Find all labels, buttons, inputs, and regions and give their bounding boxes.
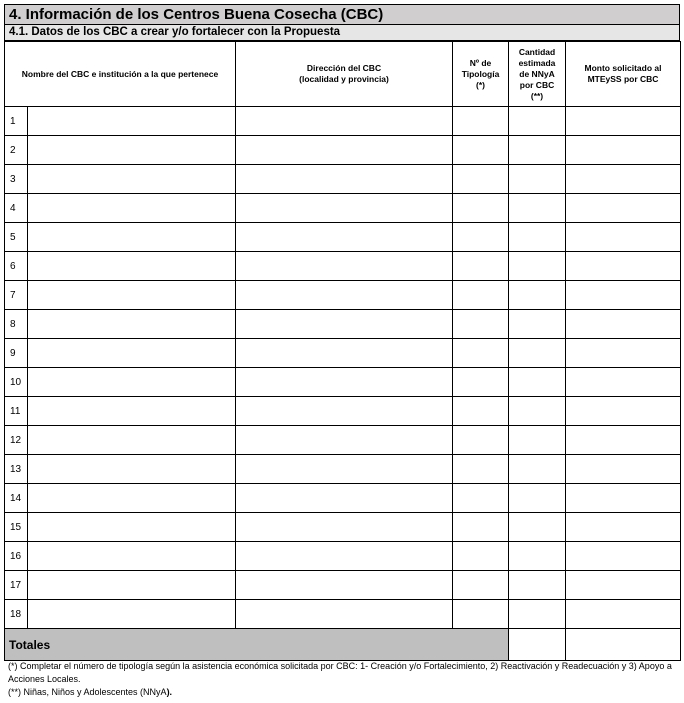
table-row: [5, 252, 681, 281]
nombre-cell[interactable]: [28, 455, 236, 484]
table-row: [5, 542, 681, 571]
monto-cell[interactable]: [566, 194, 681, 223]
row-number-cell: 8: [5, 310, 28, 339]
cantidad-cell[interactable]: [509, 571, 566, 600]
monto-cell[interactable]: [566, 484, 681, 513]
table-row: [5, 223, 681, 252]
tipologia-cell[interactable]: [453, 223, 509, 252]
nombre-cell[interactable]: [28, 368, 236, 397]
row-number-cell: 10: [5, 368, 28, 397]
direccion-cell[interactable]: [236, 310, 453, 339]
direccion-cell[interactable]: [236, 281, 453, 310]
monto-cell[interactable]: [566, 310, 681, 339]
monto-cell[interactable]: [566, 600, 681, 629]
subsection-title: 4.1. Datos de los CBC a crear y/o fortalecer con la Propuesta: [4, 25, 680, 41]
footnote-nnya-close: ).: [166, 687, 173, 697]
monto-cell[interactable]: [566, 455, 681, 484]
table-row: [5, 107, 681, 136]
table-row: [5, 484, 681, 513]
header-nombre: Nombre del CBC e institución a la que pertenece: [5, 42, 236, 107]
direccion-cell[interactable]: [236, 194, 453, 223]
table-row: [5, 513, 681, 542]
cantidad-cell[interactable]: [509, 426, 566, 455]
cantidad-cell[interactable]: [509, 397, 566, 426]
cantidad-cell[interactable]: [509, 223, 566, 252]
cantidad-cell[interactable]: [509, 165, 566, 194]
nombre-cell[interactable]: [28, 194, 236, 223]
monto-cell[interactable]: [566, 136, 681, 165]
tipologia-cell[interactable]: [453, 310, 509, 339]
header-tipologia-line1: Nº de: [469, 57, 492, 68]
row-number-cell: 18: [5, 600, 28, 629]
direccion-cell[interactable]: [236, 136, 453, 165]
direccion-cell[interactable]: [236, 426, 453, 455]
table-row: [5, 281, 681, 310]
direccion-cell[interactable]: [236, 542, 453, 571]
row-number-cell: 9: [5, 339, 28, 368]
tipologia-cell[interactable]: [453, 542, 509, 571]
direccion-cell[interactable]: [236, 513, 453, 542]
direccion-cell[interactable]: [236, 223, 453, 252]
cantidad-cell[interactable]: [509, 252, 566, 281]
nombre-cell[interactable]: [28, 571, 236, 600]
table-row: [5, 368, 681, 397]
header-tipologia-line2: Tipología: [461, 68, 500, 79]
row-number-cell: 6: [5, 252, 28, 281]
nombre-cell[interactable]: [28, 600, 236, 629]
cantidad-cell[interactable]: [509, 368, 566, 397]
monto-cell[interactable]: [566, 426, 681, 455]
direccion-cell[interactable]: [236, 165, 453, 194]
form-section: [4, 4, 680, 661]
monto-cell[interactable]: [566, 281, 681, 310]
row-number-cell: 4: [5, 194, 28, 223]
monto-cell[interactable]: [566, 223, 681, 252]
header-direccion-line2: (localidad y provincia): [299, 74, 389, 84]
direccion-cell[interactable]: [236, 455, 453, 484]
nombre-cell[interactable]: [28, 542, 236, 571]
row-number-cell: 1: [5, 107, 28, 136]
tipologia-cell[interactable]: [453, 194, 509, 223]
tipologia-cell[interactable]: [453, 455, 509, 484]
header-monto-line1: Monto solicitado al: [584, 63, 662, 73]
nombre-cell[interactable]: [28, 513, 236, 542]
cantidad-cell[interactable]: [509, 107, 566, 136]
cantidad-cell[interactable]: [509, 194, 566, 223]
table-row: [5, 165, 681, 194]
tipologia-cell[interactable]: [453, 252, 509, 281]
monto-cell[interactable]: [566, 165, 681, 194]
monto-cell[interactable]: [566, 368, 681, 397]
direccion-cell[interactable]: [236, 600, 453, 629]
cantidad-cell[interactable]: [509, 455, 566, 484]
table-row: [5, 571, 681, 600]
cantidad-cell[interactable]: [509, 542, 566, 571]
nombre-cell[interactable]: [28, 339, 236, 368]
tipologia-cell[interactable]: [453, 600, 509, 629]
row-number-cell: 12: [5, 426, 28, 455]
row-number-cell: 3: [5, 165, 28, 194]
totals-row: [5, 629, 681, 661]
tipologia-cell[interactable]: [453, 368, 509, 397]
table-row: [5, 426, 681, 455]
header-cantidad-line4: por CBC: [519, 79, 555, 90]
cantidad-cell[interactable]: [509, 339, 566, 368]
footnotes: [8, 660, 680, 699]
nombre-cell[interactable]: [28, 426, 236, 455]
header-monto-line2: MTEySS por CBC: [587, 74, 659, 84]
monto-cell[interactable]: [566, 252, 681, 281]
tipologia-cell[interactable]: [453, 484, 509, 513]
direccion-cell[interactable]: [236, 484, 453, 513]
tipologia-cell[interactable]: [453, 136, 509, 165]
monto-cell[interactable]: [566, 571, 681, 600]
header-cantidad-line1: Cantidad: [518, 46, 556, 57]
header-cantidad-line2: estimada: [518, 57, 556, 68]
nombre-cell[interactable]: [28, 136, 236, 165]
row-number-cell: 14: [5, 484, 28, 513]
tipologia-cell[interactable]: [453, 107, 509, 136]
nombre-cell[interactable]: [28, 397, 236, 426]
header-monto: [566, 42, 681, 107]
header-cantidad: [509, 42, 566, 107]
cantidad-cell[interactable]: [509, 136, 566, 165]
direccion-cell[interactable]: [236, 397, 453, 426]
cantidad-cell[interactable]: [509, 600, 566, 629]
header-tipologia: [453, 42, 509, 107]
monto-cell[interactable]: [566, 339, 681, 368]
tipologia-cell[interactable]: [453, 165, 509, 194]
header-cantidad-line3: de NNyA: [519, 68, 555, 79]
footnote-nnya: [8, 686, 680, 699]
tipologia-cell[interactable]: [453, 397, 509, 426]
table-row: [5, 310, 681, 339]
direccion-cell[interactable]: [236, 252, 453, 281]
row-number-cell: 17: [5, 571, 28, 600]
nombre-cell[interactable]: [28, 281, 236, 310]
nombre-cell[interactable]: [28, 165, 236, 194]
nombre-cell[interactable]: [28, 252, 236, 281]
header-tipologia-line3: (*): [476, 79, 485, 90]
cantidad-cell[interactable]: [509, 484, 566, 513]
cantidad-cell[interactable]: [509, 281, 566, 310]
section-title: 4. Información de los Centros Buena Cosecha (CBC): [4, 4, 680, 25]
tipologia-cell[interactable]: [453, 513, 509, 542]
monto-cell[interactable]: [566, 542, 681, 571]
direccion-cell[interactable]: [236, 339, 453, 368]
totals-monto-cell[interactable]: [566, 629, 681, 661]
nombre-cell[interactable]: [28, 310, 236, 339]
nombre-cell[interactable]: [28, 484, 236, 513]
monto-cell[interactable]: [566, 107, 681, 136]
row-number-cell: 5: [5, 223, 28, 252]
totals-label: Totales: [5, 629, 509, 661]
row-number-cell: 11: [5, 397, 28, 426]
table-header-row: [5, 42, 681, 107]
tipologia-cell[interactable]: [453, 339, 509, 368]
footnote-nnya-text: (**) Niñas, Niños y Adolescentes (NNyA: [8, 687, 167, 697]
cantidad-cell[interactable]: [509, 310, 566, 339]
tipologia-cell[interactable]: [453, 426, 509, 455]
tipologia-cell[interactable]: [453, 571, 509, 600]
footnote-tipologia: (*) Completar el número de tipología según la asistencia económica solicitada por CBC: 1- Creación y/o Fortalecimiento, 2) Reactivación y Readecuación y 3) Apoyo a Acciones Locales.: [8, 661, 672, 684]
header-cantidad-line5: (**): [530, 90, 544, 101]
nombre-cell[interactable]: [28, 223, 236, 252]
table-row: [5, 600, 681, 629]
row-number-cell: 16: [5, 542, 28, 571]
header-direccion-line1: Dirección del CBC: [306, 63, 382, 73]
table-row: [5, 194, 681, 223]
row-number-cell: 15: [5, 513, 28, 542]
table-body: [5, 107, 681, 629]
cantidad-cell[interactable]: [509, 513, 566, 542]
monto-cell[interactable]: [566, 513, 681, 542]
table-row: [5, 397, 681, 426]
direccion-cell[interactable]: [236, 107, 453, 136]
cbc-table: [4, 41, 681, 661]
table-row: [5, 339, 681, 368]
direccion-cell[interactable]: [236, 368, 453, 397]
row-number-cell: 2: [5, 136, 28, 165]
direccion-cell[interactable]: [236, 571, 453, 600]
nombre-cell[interactable]: [28, 107, 236, 136]
monto-cell[interactable]: [566, 397, 681, 426]
table-row: [5, 455, 681, 484]
tipologia-cell[interactable]: [453, 281, 509, 310]
row-number-cell: 13: [5, 455, 28, 484]
header-direccion: [236, 42, 453, 107]
table-row: [5, 136, 681, 165]
row-number-cell: 7: [5, 281, 28, 310]
totals-cantidad-cell[interactable]: [509, 629, 566, 661]
